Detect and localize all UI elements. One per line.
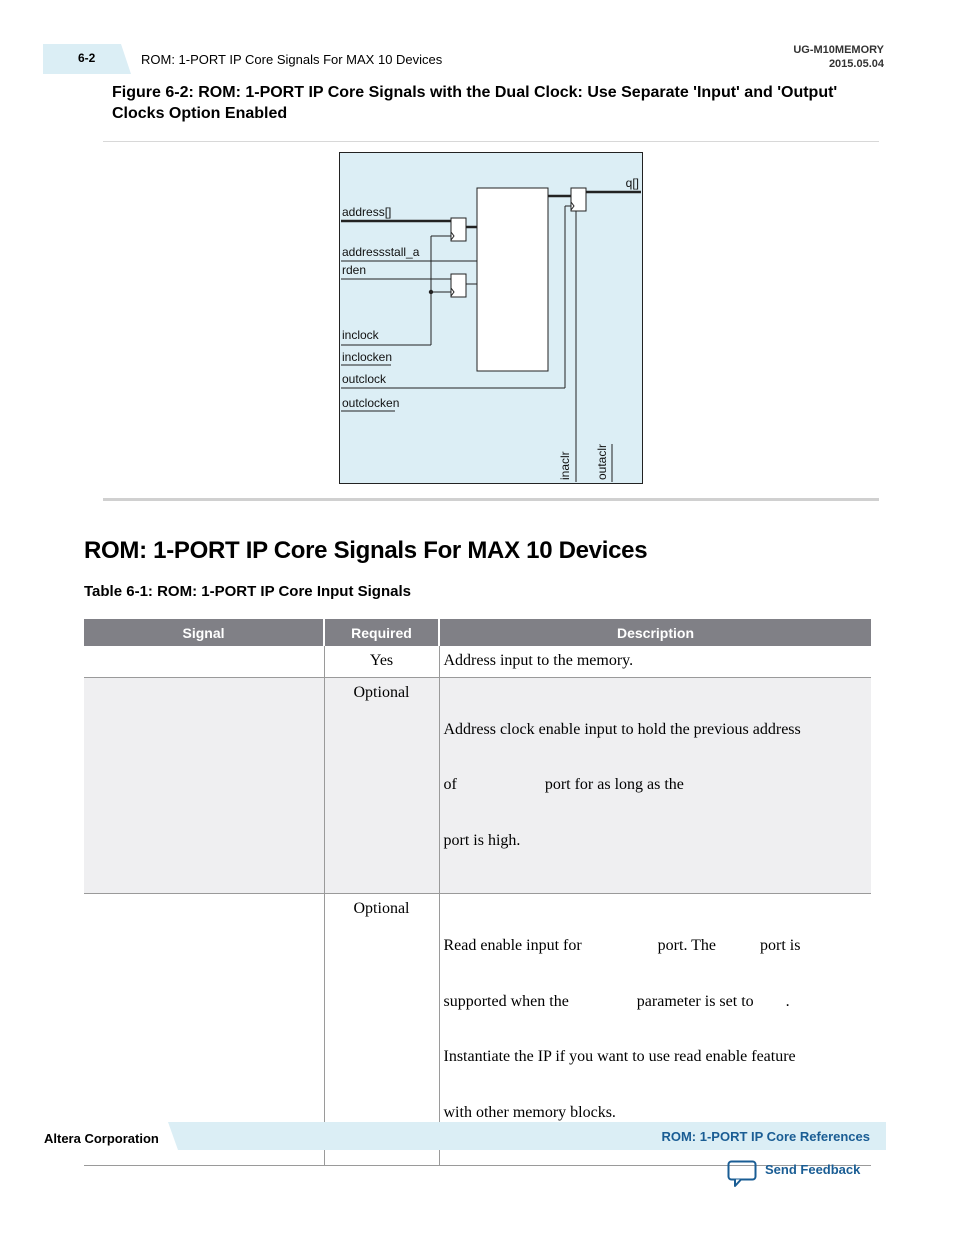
- cell-required: Yes: [324, 646, 439, 677]
- description-line: Address clock enable input to hold the previous address: [443, 720, 801, 738]
- label-addressstall: addressstall_a: [342, 245, 420, 259]
- header-description: Description: [439, 619, 871, 646]
- rom-signal-diagram: [339, 152, 643, 484]
- page-number: 6-2: [78, 51, 96, 65]
- label-q: q[]: [625, 176, 639, 190]
- figure-bottom-rule: [103, 498, 879, 501]
- cell-required: Optional: [324, 677, 439, 894]
- chapter-references-link[interactable]: ROM: 1-PORT IP Core References: [661, 1129, 870, 1144]
- cell-required: Optional: [324, 894, 439, 1166]
- header-signal: Signal: [84, 619, 324, 646]
- table-header-row: [84, 619, 871, 646]
- footer-company: Altera Corporation: [44, 1131, 159, 1146]
- label-outaclr: outaclr: [595, 443, 609, 480]
- input-signals-table: [84, 619, 871, 1166]
- cell-signal: [84, 646, 324, 677]
- description-line: Instantiate the IP if you want to use read enable feature: [443, 1048, 796, 1065]
- description-line: supported when the parameter is set to .: [443, 992, 790, 1010]
- running-header-title: ROM: 1-PORT IP Core Signals For MAX 10 Devices: [141, 52, 443, 67]
- cell-description: [439, 646, 871, 677]
- cell-signal: [84, 677, 324, 894]
- header-required: Required: [324, 619, 439, 646]
- label-inclock: inclock: [342, 328, 379, 342]
- label-outclock: outclock: [342, 372, 387, 386]
- table-row: [84, 677, 871, 894]
- table-caption: Table 6-1: ROM: 1-PORT IP Core Input Signals: [84, 583, 411, 600]
- description-line: of port for as long as the: [443, 776, 684, 793]
- label-inclocken: inclocken: [342, 350, 393, 364]
- memory-block: [477, 188, 548, 371]
- description-line: Read enable input for port. The port is: [443, 937, 801, 954]
- doc-id: UG-M10MEMORY: [793, 44, 884, 56]
- doc-date: 2015.05.04: [828, 58, 884, 70]
- send-feedback-link[interactable]: Send Feedback: [765, 1162, 861, 1177]
- figure-top-rule: [103, 141, 879, 142]
- label-rden: rden: [342, 263, 367, 277]
- section-heading: ROM: 1-PORT IP Core Signals For MAX 10 Devices: [84, 537, 648, 564]
- description-line: Address input to the memory.: [443, 652, 634, 669]
- description-line: port is high.: [443, 831, 521, 849]
- table-row: [84, 646, 871, 677]
- feedback-icon[interactable]: [727, 1160, 757, 1188]
- description-line: with other memory blocks.: [443, 1103, 616, 1121]
- figure-title: Figure 6-2: ROM: 1-PORT IP Core Signals with the Dual Clock: Use Separate 'Input' and 'Output' Clocks Option Enabled: [112, 84, 838, 122]
- label-inaclr: inaclr: [558, 451, 572, 480]
- label-address: address[]: [342, 205, 392, 219]
- label-outclocken: outclocken: [342, 396, 400, 410]
- doc-info: [793, 43, 884, 71]
- cell-description: [439, 677, 871, 894]
